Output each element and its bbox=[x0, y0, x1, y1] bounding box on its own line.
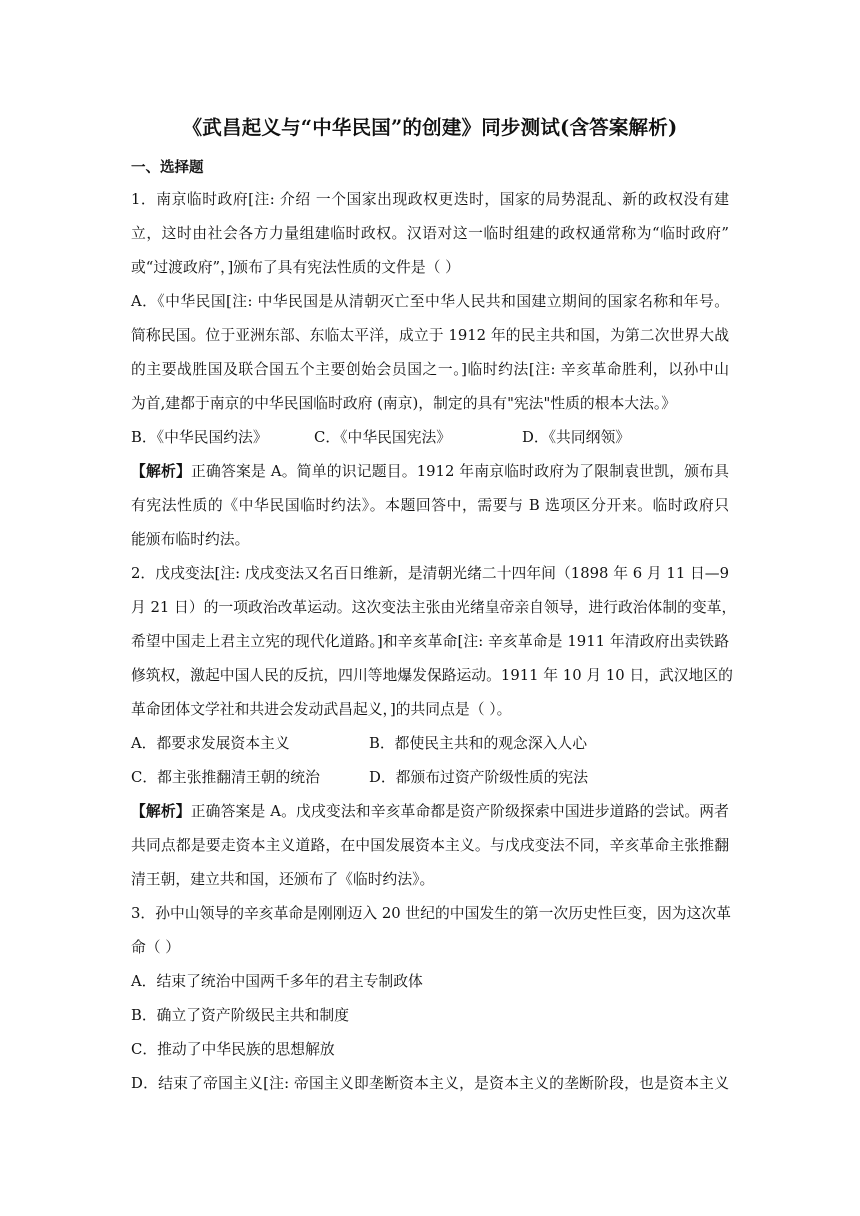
q1-option-a-line-3: 的主要战胜国及联合国五个主要创始会员国之一。]临时约法[注: 辛亥革命胜利，以孙中山 bbox=[131, 361, 729, 378]
q2-option-a: A．都要求发展资本主义 bbox=[131, 735, 290, 752]
q2-analysis-tag: 【解析】 bbox=[131, 803, 191, 820]
section-heading: 一、选择题 bbox=[131, 159, 204, 176]
q2-stem-line-3: 希望中国走上君主立宪的现代化道路。]和辛亥革命[注: 辛亥革命是 1911 年清政府出卖铁路 bbox=[131, 633, 729, 650]
q2-analysis-line-2: 共同点都是要走资本主义道路，在中国发展资本主义。与戊戌变法不同，辛亥革命主张推翻 bbox=[131, 837, 729, 854]
q1-option-c: C．《中华民国宪法》 bbox=[314, 429, 452, 446]
q2-analysis-line-3: 清王朝，建立共和国，还颁布了《临时约法》。 bbox=[131, 871, 435, 888]
q1-stem-line-1: 1．南京临时政府[注: 介绍 一个国家出现政权更迭时，国家的局势混乱、新的政权没有建 bbox=[131, 191, 729, 208]
q1-option-d: D．《共同纲领》 bbox=[522, 429, 631, 446]
q2-analysis-line-1 bbox=[131, 802, 729, 822]
q2-option-b: B．都使民主共和的观念深入人心 bbox=[369, 735, 588, 752]
q1-option-a-line-2: 简称民国。位于亚洲东部、东临太平洋，成立于 1912 年的民主共和国，为第二次世界大战 bbox=[131, 327, 729, 344]
q1-option-b: B．《中华民国约法》 bbox=[131, 429, 268, 446]
q2-stem-line-1: 2．戊戌变法[注: 戊戌变法又名百日维新，是清朝光绪二十四年间（1898 年 6 月 11 日—9 bbox=[131, 565, 729, 582]
q2-stem-line-5: 革命团体文学社和共进会发动武昌起义，]的共同点是（ ）。 bbox=[131, 701, 512, 718]
q1-option-a-line-1: A．《中华民国[注: 中华民国是从清朝灭亡至中华人民共和国建立期间的国家名称和年号。 bbox=[131, 293, 729, 310]
q1-analysis-line-2: 有宪法性质的《中华民国临时约法》。本题回答中，需要与 B 选项区分开来。临时政府只 bbox=[131, 497, 729, 514]
q1-stem-line-2: 立，这时由社会各方力量组建临时政权。汉语对这一临时组建的政权通常称为“临时政府” bbox=[131, 225, 729, 242]
q1-analysis-text: 正确答案是 A。简单的识记题目。1912 年南京临时政府为了限制袁世凯，颁布具 bbox=[190, 463, 729, 480]
q1-analysis-line-3: 能颁布临时约法。 bbox=[131, 531, 250, 548]
q1-analysis-tag: 【解析】 bbox=[131, 463, 191, 480]
q1-analysis-line-1 bbox=[131, 462, 729, 482]
q1-option-a-line-4: 为首,建都于南京的中华民国临时政府 (南京)，制定的具有"宪法"性质的根本大法。》 bbox=[131, 395, 677, 412]
q2-stem-line-4: 修筑权，激起中国人民的反抗，四川等地爆发保路运动。1911 年 10 月 10 日，武汉地区的 bbox=[131, 667, 733, 684]
q2-option-c: C．都主张推翻清王朝的统治 bbox=[131, 769, 320, 786]
q2-stem-line-2: 月 21 日）的一项政治改革运动。这次变法主张由光绪皇帝亲自领导，进行政治体制的变革， bbox=[131, 599, 737, 616]
q3-option-a: A．结束了统治中国两千多年的君主专制政体 bbox=[131, 973, 423, 990]
q3-option-c: C．推动了中华民族的思想解放 bbox=[131, 1041, 335, 1058]
document-title: 《武昌起义与“中华民国”的创建》同步测试(含答案解析) bbox=[182, 116, 678, 139]
q3-option-b: B．确立了资产阶级民主共和制度 bbox=[131, 1007, 350, 1024]
q2-option-d: D．都颁布过资产阶级性质的宪法 bbox=[369, 769, 589, 786]
q3-stem-line-1: 3．孙中山领导的辛亥革命是刚刚迈入 20 世纪的中国发生的第一次历史性巨变，因为这次革 bbox=[131, 905, 731, 922]
q3-stem-line-2: 命（ ） bbox=[131, 939, 181, 956]
q2-analysis-text: 正确答案是 A。戊戌变法和辛亥革命都是资产阶级探索中国进步道路的尝试。两者 bbox=[190, 803, 729, 820]
q1-stem-line-3: 或“过渡政府”，]颁布了具有宪法性质的文件是（ ） bbox=[131, 259, 460, 276]
q3-option-d: D．结束了帝国主义[注: 帝国主义即垄断资本主义，是资本主义的垄断阶段，也是资本主义 bbox=[131, 1075, 729, 1092]
